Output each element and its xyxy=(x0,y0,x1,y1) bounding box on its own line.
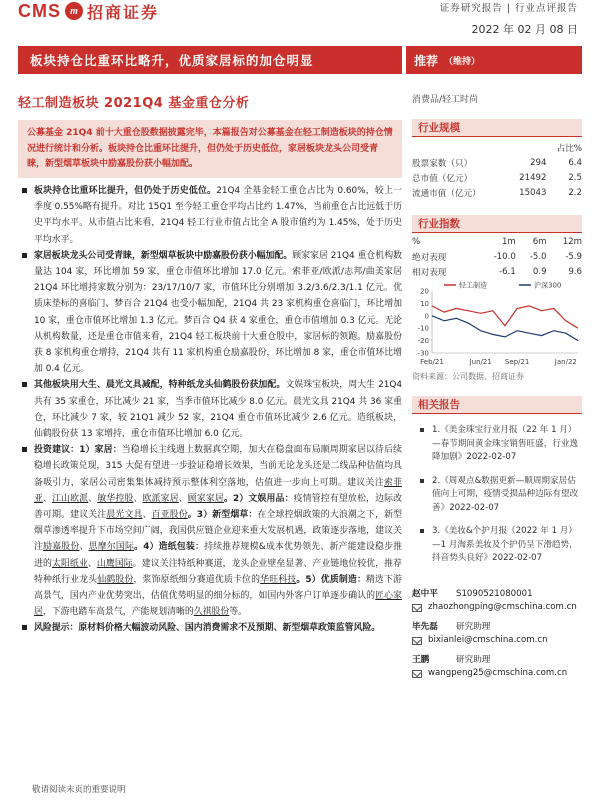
stock-link[interactable]: 江山欧派 xyxy=(52,493,89,504)
cell-value: 294 xyxy=(530,157,547,168)
cell-value: 6.4 xyxy=(568,157,582,168)
paragraph-text: 等。 xyxy=(229,607,247,618)
x-tick-label: Sep/21 xyxy=(504,358,530,367)
separator: 、 xyxy=(133,493,143,504)
report-type: 证券研究报告 | 行业点评报告 xyxy=(439,3,578,14)
paragraph-lead: 其他板块用大生、晨光文具减配，特种纸龙头仙鹤股份获加配。 xyxy=(34,380,286,391)
section-title-reports: 相关报告 xyxy=(412,396,582,414)
analyst-role: 研究助理 xyxy=(456,654,491,665)
index-chart xyxy=(412,281,582,367)
bullet-icon xyxy=(22,382,27,387)
report-title: 1.《美金珠宝行业月报（22 年 1 月）—春节期间黄金珠宝销售旺盛，行业逸降加剧》2022-02-07 xyxy=(432,425,579,463)
analyst-list xyxy=(412,588,582,681)
analyst-email[interactable]: bixianlei@cmschina.com.cn xyxy=(428,635,548,646)
paragraph-2 xyxy=(22,248,402,378)
table-row xyxy=(412,186,582,201)
cell-value: -6.1 xyxy=(499,266,516,277)
table-header: 占比% xyxy=(556,143,582,154)
stock-link[interactable]: 励嘉股份 xyxy=(43,542,80,553)
industry-label: 消费品/轻工时尚 xyxy=(412,95,479,105)
analyst-name: 毕先磊 xyxy=(412,621,438,632)
series-line-1 xyxy=(432,306,578,328)
paragraph-text: 持续推荐规模&成本优势领先、新产能建设稳步推进的 xyxy=(34,542,403,569)
page-header xyxy=(0,0,600,34)
y-tick-label: 0 xyxy=(424,312,429,321)
paragraph-lead: 。5）优质制造： xyxy=(296,574,367,585)
separator: 、 xyxy=(43,493,53,504)
y-tick-label: -20 xyxy=(417,337,429,346)
y-tick-label: 20 xyxy=(420,287,429,296)
row-label: 相对表现 xyxy=(412,267,447,278)
analyst-email[interactable]: zhaozhongping@cmschina.com.cn xyxy=(428,602,577,613)
stock-link[interactable]: 百亚股份 xyxy=(151,510,188,521)
stock-link[interactable]: 匠心家居 xyxy=(34,591,403,618)
bullet-icon xyxy=(22,188,27,193)
rating-badge xyxy=(406,46,582,74)
analyst xyxy=(412,588,582,615)
logo-text-en: CMS xyxy=(18,0,61,21)
cell-value: -10.0 xyxy=(493,251,516,262)
stock-link[interactable]: 顾家家居 xyxy=(187,493,224,504)
email-icon xyxy=(412,604,422,612)
row-label: 股票家数（只） xyxy=(412,158,473,169)
abstract-box: 公募基金 21Q4 前十大重仓股数据披露完毕，本篇报告对公募基金在轻工制造板块的持仓情况进行统计和分析。板块持仓比重环比提升，但仍处于历史低位，家居板块龙头公司受青睐，新型烟草板块中励嘉股份获小幅加配。 xyxy=(18,120,402,178)
email-icon xyxy=(412,670,422,678)
paragraph-lead: 投资建议：1）家居： xyxy=(34,445,122,456)
analyst-email[interactable]: wangpeng25@cmschina.com.cn xyxy=(428,668,568,679)
paragraph-4 xyxy=(22,442,402,620)
paragraph-5 xyxy=(22,620,402,636)
y-tick-label: -10 xyxy=(417,325,429,334)
report-subtitle: 轻工制造板块 2021Q4 基金重仓分析 xyxy=(18,96,250,111)
paragraph-text: 。建议关注特纸种赛道，龙头企业壁垒显著、产业链地位较优，推荐特种纸行业龙头 xyxy=(34,558,403,585)
index-table xyxy=(412,236,582,280)
separator: 、 xyxy=(79,542,89,553)
rating-label: 推荐 xyxy=(414,53,439,68)
section-title-index: 行业指数 xyxy=(412,215,582,233)
bullet-icon xyxy=(22,253,27,258)
y-tick-label: -30 xyxy=(417,349,429,358)
paragraph-lead: 板块持仓比重环比提升，但仍处于历史低位。 xyxy=(34,186,217,196)
index-chart-svg xyxy=(412,281,582,367)
paragraph-text: 文娱珠宝板块，周大生 21Q4 共有 35 家重仓，环比减少 21 家，当季市值环比减少 8.0 亿元。晨光文具 21Q4 共 36 家重仓，环比减少 7 家，较 21Q1 减少 52 家，21Q4 重仓市值环比减少 2.6 亿元。造纸板块，仙鹤股份获 13 家增持，重仓市值环比增加 6.0 亿元。 xyxy=(34,380,402,440)
stock-link[interactable]: 晨光文具 xyxy=(106,510,143,521)
stock-link[interactable]: 山鹰国际 xyxy=(96,558,133,569)
stock-link[interactable]: 太阳纸业 xyxy=(51,558,88,569)
report-title: 2.《周观点&数据更新—顺周期家居估值向上可期，疫情受损品种边际有望改善》2022-02-07 xyxy=(432,475,579,513)
paragraph-text: 疫情管控有望放松，边际改善可期。建议关注 xyxy=(34,493,403,521)
stock-link[interactable]: 索菲亚 xyxy=(34,477,403,504)
table-header-row xyxy=(412,140,582,155)
report-date: 2022 年 02 月 08 日 xyxy=(471,23,578,36)
logo-text-cn: 招商证券 xyxy=(87,2,160,22)
chart-source: 资料来源：公司数据、招商证券 xyxy=(412,372,524,382)
x-tick-label: Jun/21 xyxy=(469,358,492,367)
table-header-row xyxy=(412,236,582,249)
report-title: 3.《美妆&个护月报（2022 年 1 月）—1 月淘系美妆及个护仍呈下滑趋势，抖音势头良好》2022-02-07 xyxy=(432,526,578,564)
cell-value: 9.6 xyxy=(568,266,582,277)
paragraph-1 xyxy=(22,183,402,248)
paragraph-text: ，下游电踏车高景气，产能规划清晰的 xyxy=(42,607,194,618)
stock-link[interactable]: 仙鹤股份 xyxy=(97,574,134,585)
sidebar xyxy=(412,84,582,687)
stock-link[interactable]: 久祺股份 xyxy=(193,607,230,618)
table-header: 1m xyxy=(501,237,516,248)
paragraph-text: 当稳增长主线週上数据真空期，加大在稳盘面布局顺周期家居以待后续稳增长政策兑现，315 大促有望进一步验证稳增长效果，当前无论龙头还是二线品种估值均具备吸引力，家居公司密集集体减持预示整体利空落地，估值进一步向上可期。建议关注 xyxy=(34,445,402,488)
report-item[interactable] xyxy=(412,475,582,516)
row-label: 总市值（亿元） xyxy=(412,173,473,184)
legend-label: 沪深300 xyxy=(534,281,562,290)
stock-link[interactable]: 欧派家居 xyxy=(142,493,179,504)
paragraph-text: 顾家家居 21Q4 重仓机构数量达 104 家，环比增加 59 家，重仓市值环比增加 17.0 亿元。索菲亚/欧派/志邦/曲美家居 21Q4 环比增持家数分别为：23/17/10/7 家，市值环比分别增加 3.2/3.6/2.3/1.1 亿元。优质床垫标的喜临门、梦百合 21Q4 也受小幅加配，21Q4 共 23 家机构重仓喜临门，环比增加 10 家，重仓市值环比增加 1.3 亿元。梦百合 Q4 获 4 家重仓，重仓市值增加 0.3 亿元。无论从机构数量，还是重仓市值来看，21Q4 轻工板块前十大重仓股中，家居标的领跑。励嘉股份获 8 家机构重仓增持，21Q4 共有 11 家机构重仓励嘉股份，环比增加 8 家，重仓市值环比增加 0.4 亿元。 xyxy=(34,250,403,375)
paragraph-lead: 风险提示：原材料价格大幅波动风险、国内消费需求不及预期、新型烟草政策监管风险。 xyxy=(34,623,381,634)
rating-sub: （维持） xyxy=(444,56,481,67)
y-tick-label: 10 xyxy=(420,300,429,309)
table-row xyxy=(412,155,582,170)
cell-value: 21492 xyxy=(519,172,547,183)
cell-value: 0.9 xyxy=(532,266,547,277)
paragraph-lead: 。2）文娱用品： xyxy=(223,493,294,504)
cell-value: 2.2 xyxy=(568,188,582,199)
analyst xyxy=(412,621,582,648)
report-item[interactable] xyxy=(412,424,582,465)
analyst-name: 王鹏 xyxy=(412,654,430,665)
section-title-scale: 行业规模 xyxy=(412,119,582,137)
report-title: 板块持仓比重环比略升，优质家居标的加仓明显 xyxy=(18,46,402,74)
separator: 、 xyxy=(88,493,98,504)
separator: 、 xyxy=(178,493,188,504)
main-body xyxy=(22,183,402,637)
row-label: 绝对表现 xyxy=(412,252,447,263)
series-line-2 xyxy=(432,316,578,341)
stock-link[interactable]: 敏华控股 xyxy=(97,493,134,504)
paragraph-lead: 。3）新型烟草： xyxy=(187,510,258,521)
related-reports xyxy=(412,424,582,566)
x-tick-label: Jan/22 xyxy=(554,358,577,367)
analyst xyxy=(412,654,582,681)
table-header: 6m xyxy=(532,237,547,248)
x-tick-label: Feb/21 xyxy=(420,358,444,367)
table-row xyxy=(412,170,582,185)
paragraph-text: 在全球控烟政策的大浪潮之下，新型烟草渗透率提升下市场空间广阔，我国供应链企业迎来重大发展机遇，政策逐步落地，建议关注 xyxy=(34,510,403,553)
row-label: 流通市值（亿元） xyxy=(412,189,481,200)
cell-value: -5.0 xyxy=(529,251,547,262)
table-row xyxy=(412,264,582,279)
bullet-icon xyxy=(22,625,27,630)
table-header: % xyxy=(412,237,421,248)
paragraph-lead: 。4）造纸包装： xyxy=(134,542,205,553)
cell-value: 2.5 xyxy=(568,172,582,183)
scale-table xyxy=(412,140,582,201)
cell-value: -5.9 xyxy=(565,251,582,262)
cell-value: 15043 xyxy=(519,188,547,199)
paragraph-3 xyxy=(22,377,402,442)
stock-link[interactable]: 思摩尔国际 xyxy=(88,542,135,553)
footer-note: 敬请阅读末页的重要说明 xyxy=(32,785,126,795)
analyst-name: 赵中平 xyxy=(412,588,438,599)
stock-link[interactable]: 华旺科技 xyxy=(260,574,297,585)
separator: 、 xyxy=(87,558,97,569)
legend-label: 轻工制造 xyxy=(459,281,487,290)
analyst-id: S1090521080001 xyxy=(456,588,533,599)
email-icon xyxy=(412,637,422,645)
bullet-icon xyxy=(22,447,27,452)
bullet-icon xyxy=(420,529,424,533)
table-header: 12m xyxy=(562,237,582,248)
separator: 、 xyxy=(142,510,152,521)
bullet-icon xyxy=(420,479,424,483)
logo-mark-icon: m xyxy=(65,2,83,20)
paragraph-lead: 家居板块龙头公司受青睐，新型烟草板块中励嘉股份获小幅加配。 xyxy=(34,250,293,261)
report-item[interactable] xyxy=(412,525,582,566)
paragraph-text: 精选下游高景气，国内产业优势突出，估值优势明显的细分标的，如国内外客户订单逐步确认的 xyxy=(34,574,403,602)
bullet-icon xyxy=(420,428,424,432)
paragraph-text: 21Q4 全基金轻工重仓占比为 0.60%，较上一季度 0.55%略有提升。对比 15Q1 至今轻工重仓平均占比约 1.47%，当前重仓占比远低于历史平均水平。从市值占比来看，21Q4 轻工行业市值占比全 A 股市值约为 1.45%，处于历史平均水平。 xyxy=(34,186,402,245)
table-row xyxy=(412,249,582,264)
logo xyxy=(18,0,159,22)
analyst-role: 研究助理 xyxy=(456,621,491,632)
paragraph-text: ，浆饰原纸细分赛道优质卡位的 xyxy=(133,574,261,585)
